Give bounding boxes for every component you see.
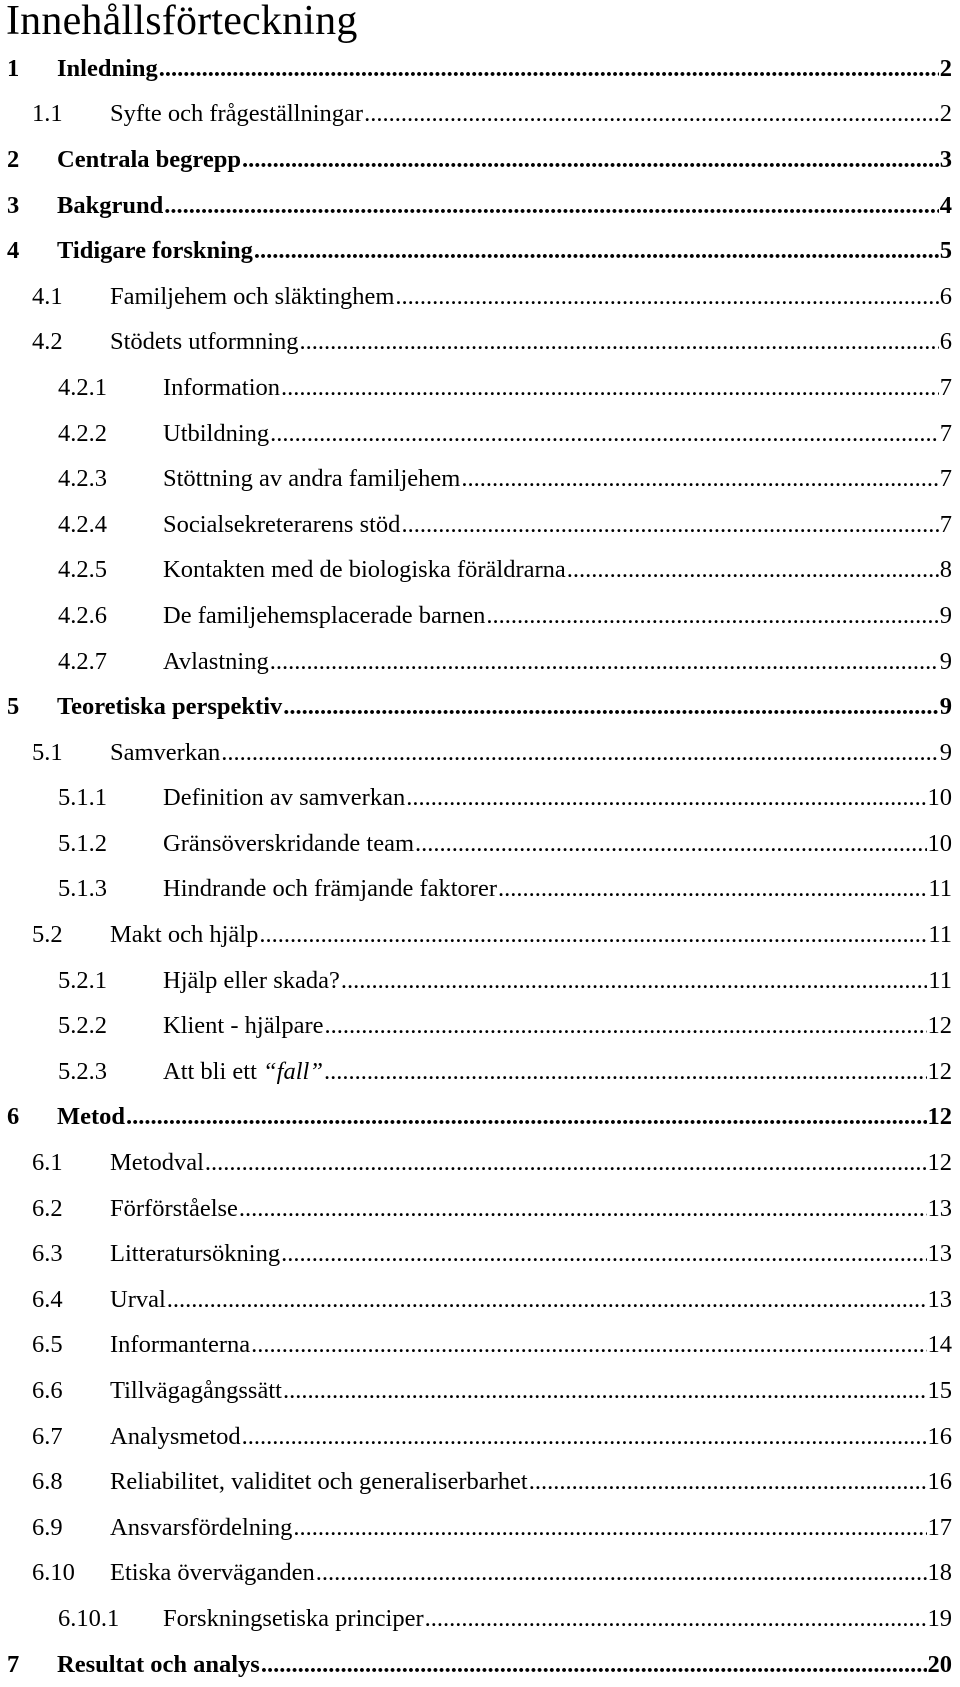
toc-entry-title: Makt och hjälp [110, 921, 259, 949]
toc-entry-number: 6.10 [32, 1559, 75, 1587]
toc-entry-title: Analysmetod [110, 1422, 241, 1450]
toc-dot-leader [316, 1559, 927, 1587]
toc-entry-body [110, 1149, 952, 1177]
toc-entry[interactable] [0, 1505, 960, 1551]
toc-dot-leader [529, 1468, 927, 1496]
toc-entry-number: 3 [7, 191, 20, 219]
toc-entry-title: Bakgrund [57, 191, 164, 219]
toc-entry-body [110, 1559, 952, 1587]
toc-dot-leader [261, 1651, 927, 1679]
toc-entry-page-number: 13 [927, 1194, 952, 1222]
toc-dot-leader [401, 511, 938, 539]
toc-entry-number: 5.1.3 [58, 875, 107, 903]
toc-entry-page-number: 11 [928, 966, 952, 994]
toc-entry-title: De familjehemsplacerade barnen [163, 601, 486, 629]
toc-dot-leader [461, 465, 938, 493]
toc-dot-leader [254, 237, 939, 265]
toc-entry-body [163, 420, 952, 448]
toc-entry-body [110, 739, 952, 767]
toc-dot-leader [283, 1377, 927, 1405]
toc-entry-number: 6.5 [32, 1331, 63, 1359]
toc-entry-body [110, 1286, 952, 1314]
toc-entry-title: Samverkan [110, 738, 221, 766]
toc-entry[interactable] [0, 867, 960, 913]
toc-entry-title: Klient - hjälpare [163, 1012, 324, 1040]
toc-entry-number: 1 [7, 54, 20, 82]
toc-dot-leader [242, 146, 939, 174]
toc-entry-title: Centrala begrepp [57, 145, 241, 173]
toc-dot-leader [167, 1286, 927, 1314]
toc-dot-leader [324, 1058, 927, 1086]
toc-entry[interactable] [0, 1323, 960, 1369]
toc-dot-leader [300, 328, 939, 356]
toc-entry-number: 5.2.1 [58, 966, 107, 994]
toc-entry-body [163, 556, 952, 584]
toc-entry-title: Etiska överväganden [110, 1559, 315, 1587]
toc-entry[interactable] [0, 183, 960, 229]
toc-entry-body [110, 1377, 952, 1405]
toc-entry-page-number: 10 [927, 829, 952, 857]
toc-dot-leader [251, 1331, 926, 1359]
toc-entry[interactable] [0, 639, 960, 685]
toc-entry-body [57, 192, 952, 220]
toc-entry[interactable] [0, 1049, 960, 1095]
toc-entry-title: Hindrande och främjande faktorer [163, 875, 497, 903]
toc-entry-page-number: 4 [939, 191, 952, 219]
toc-dot-leader [567, 556, 939, 584]
toc-entry-title: Gränsöverskridande team [163, 829, 415, 857]
toc-entry-body [110, 1514, 952, 1542]
toc-dot-leader [406, 784, 926, 812]
toc-dot-leader [164, 192, 939, 220]
toc-dot-leader [159, 55, 939, 83]
toc-entry-number: 2 [7, 145, 20, 173]
toc-dot-leader [281, 374, 939, 402]
toc-entry[interactable] [0, 1596, 960, 1642]
toc-entry[interactable] [0, 274, 960, 320]
toc-dot-leader [283, 693, 938, 721]
toc-entry-page-number: 16 [927, 1468, 952, 1496]
toc-entry[interactable] [0, 684, 960, 730]
toc-entry[interactable] [0, 1459, 960, 1505]
toc-entry-page-number: 16 [927, 1422, 952, 1450]
toc-entry-body [163, 511, 952, 539]
toc-entry-body [110, 328, 952, 356]
toc-entry-page-number: 8 [939, 556, 952, 584]
toc-entry-title: Forskningsetiska principer [163, 1604, 424, 1632]
toc-entry-page-number: 11 [928, 875, 952, 903]
toc-entry[interactable] [0, 1231, 960, 1277]
toc-entry-number: 4.2.4 [58, 510, 107, 538]
toc-entry[interactable] [0, 228, 960, 274]
toc-entry-page-number: 18 [927, 1559, 952, 1587]
toc-entry-title: Att bli ett “fall” [163, 1057, 323, 1085]
toc-entry-page-number: 9 [939, 738, 952, 766]
toc-entry-number: 6.8 [32, 1468, 63, 1496]
toc-entry-title: Teoretiska perspektiv [57, 693, 283, 721]
toc-entry-page-number: 7 [939, 373, 952, 401]
toc-entry-page-number: 7 [939, 419, 952, 447]
toc-entry[interactable] [0, 1095, 960, 1141]
toc-entry-body [110, 1331, 952, 1359]
toc-entry-page-number: 9 [939, 601, 952, 629]
toc-entry-page-number: 2 [939, 54, 952, 82]
toc-entry-body [163, 602, 952, 630]
toc-entry-title: Metod [57, 1103, 126, 1131]
toc-entry-number: 4.1 [32, 282, 63, 310]
toc-entry[interactable] [0, 730, 960, 776]
toc-dot-leader [325, 1012, 927, 1040]
toc-entry[interactable] [0, 958, 960, 1004]
toc-entry-body [163, 465, 952, 493]
toc-entry[interactable] [0, 1140, 960, 1186]
toc-dot-leader [239, 1195, 927, 1223]
toc-entry-page-number: 15 [927, 1377, 952, 1405]
toc-entry-body [163, 1605, 952, 1633]
toc-entry[interactable] [0, 137, 960, 183]
toc-entry-body [163, 875, 952, 903]
table-of-contents [0, 46, 960, 1687]
toc-entry[interactable] [0, 411, 960, 457]
toc-entry-page-number: 20 [927, 1650, 952, 1678]
toc-entry-title: Urval [110, 1285, 166, 1313]
toc-entry-page-number: 11 [928, 921, 952, 949]
toc-entry[interactable] [0, 1186, 960, 1232]
toc-entry-number: 1.1 [32, 100, 63, 128]
toc-entry-number: 6.6 [32, 1377, 63, 1405]
toc-entry[interactable] [0, 365, 960, 411]
toc-entry-number: 4 [7, 237, 20, 265]
toc-entry-title: Familjehem och släktinghem [110, 282, 395, 310]
toc-entry-body [110, 100, 952, 128]
toc-entry-body [57, 1103, 952, 1131]
toc-entry[interactable] [0, 456, 960, 502]
toc-entry-number: 6.9 [32, 1513, 63, 1541]
toc-entry-page-number: 17 [927, 1513, 952, 1541]
toc-entry[interactable] [0, 92, 960, 138]
toc-entry-title: Socialsekreterarens stöd [163, 510, 401, 538]
toc-entry-body [110, 283, 952, 311]
toc-entry-number: 4.2.7 [58, 647, 107, 675]
toc-entry-page-number: 6 [939, 328, 952, 356]
toc-entry-title: Stödets utformning [110, 328, 299, 356]
toc-entry-number: 6.3 [32, 1240, 63, 1268]
toc-entry-title: Inledning [57, 54, 158, 82]
toc-entry[interactable] [0, 1551, 960, 1597]
toc-entry-title: Stöttning av andra familjehem [163, 465, 461, 493]
toc-entry-title: Information [163, 373, 281, 401]
toc-entry-body [57, 693, 952, 721]
toc-dot-leader [364, 100, 939, 128]
toc-entry-number: 6.2 [32, 1194, 63, 1222]
toc-entry-page-number: 7 [939, 510, 952, 538]
toc-entry-number: 6.7 [32, 1422, 63, 1450]
toc-entry[interactable] [0, 1368, 960, 1414]
toc-entry[interactable] [0, 46, 960, 92]
toc-entry-body [163, 648, 952, 676]
toc-entry-number: 6.1 [32, 1149, 63, 1177]
toc-entry-page-number: 12 [927, 1057, 952, 1085]
toc-entry-title: Litteratursökning [110, 1240, 281, 1268]
toc-entry-page-number: 7 [939, 465, 952, 493]
toc-entry-body [163, 374, 952, 402]
toc-entry-body [110, 1195, 952, 1223]
toc-entry-number: 5.2.3 [58, 1057, 107, 1085]
toc-entry-page-number: 10 [927, 784, 952, 812]
toc-entry[interactable] [0, 502, 960, 548]
toc-entry-number: 4.2.5 [58, 556, 107, 584]
toc-entry-page-number: 12 [927, 1103, 952, 1131]
toc-entry-number: 5 [7, 693, 20, 721]
toc-entry-title: Kontakten med de biologiska föräldrarna [163, 556, 566, 584]
toc-entry-title: Resultat och analys [57, 1650, 260, 1678]
toc-entry[interactable] [0, 548, 960, 594]
toc-dot-leader [486, 602, 938, 630]
toc-dot-leader [281, 1240, 926, 1268]
toc-dot-leader [221, 739, 939, 767]
toc-entry-body [57, 146, 952, 174]
toc-entry-body [57, 237, 952, 265]
toc-entry[interactable] [0, 912, 960, 958]
toc-entry-page-number: 19 [927, 1604, 952, 1632]
toc-entry-body [163, 830, 952, 858]
toc-entry-page-number: 9 [939, 647, 952, 675]
toc-entry-number: 6.4 [32, 1285, 63, 1313]
toc-entry-body [163, 967, 952, 995]
toc-dot-leader [425, 1605, 927, 1633]
toc-entry[interactable] [0, 776, 960, 822]
toc-entry-number: 6.10.1 [58, 1604, 120, 1632]
toc-entry-body [110, 921, 952, 949]
toc-entry-body [163, 1058, 952, 1086]
toc-entry-title: Ansvarsfördelning [110, 1513, 293, 1541]
toc-entry-number: 4.2.6 [58, 601, 107, 629]
toc-entry-body [57, 1651, 952, 1679]
toc-entry-title: Hjälp eller skada? [163, 966, 340, 994]
toc-entry-page-number: 13 [927, 1285, 952, 1313]
toc-entry-number: 5.1 [32, 738, 63, 766]
toc-entry[interactable] [0, 1003, 960, 1049]
toc-entry-page-number: 2 [939, 100, 952, 128]
toc-heading: Innehållsförteckning [6, 0, 358, 44]
toc-entry-title: Tidigare forskning [57, 237, 253, 265]
toc-entry-page-number: 14 [927, 1331, 952, 1359]
toc-entry-page-number: 12 [927, 1012, 952, 1040]
toc-entry-body [163, 784, 952, 812]
toc-dot-leader [205, 1149, 927, 1177]
toc-entry-title: Metodval [110, 1149, 204, 1177]
toc-entry-page-number: 3 [939, 145, 952, 173]
toc-entry-body [57, 55, 952, 83]
toc-dot-leader [259, 921, 927, 949]
toc-entry-number: 5.2 [32, 921, 63, 949]
toc-entry-title: Avlastning [163, 647, 269, 675]
toc-dot-leader [293, 1514, 926, 1542]
toc-dot-leader [498, 875, 927, 903]
toc-dot-leader [270, 420, 939, 448]
toc-entry-number: 4.2.3 [58, 465, 107, 493]
toc-entry[interactable] [0, 821, 960, 867]
toc-entry[interactable] [0, 1277, 960, 1323]
toc-entry-title: Informanterna [110, 1331, 251, 1359]
toc-entry-page-number: 13 [927, 1240, 952, 1268]
toc-entry-body [110, 1423, 952, 1451]
toc-dot-leader [126, 1103, 926, 1131]
toc-dot-leader [341, 967, 928, 995]
toc-dot-leader [270, 648, 939, 676]
toc-entry-title: Tillvägagångssätt [110, 1377, 282, 1405]
toc-entry-number: 4.2.2 [58, 419, 107, 447]
toc-entry-title: Reliabilitet, validitet och generaliserbarhet [110, 1468, 528, 1496]
toc-entry-number: 4.2.1 [58, 373, 107, 401]
toc-entry[interactable] [0, 593, 960, 639]
toc-entry-body [110, 1240, 952, 1268]
toc-dot-leader [395, 283, 938, 311]
toc-entry-title: Förförståelse [110, 1194, 238, 1222]
toc-entry-number: 5.1.1 [58, 784, 107, 812]
toc-entry-title: Syfte och frågeställningar [110, 100, 364, 128]
toc-entry-number: 5.2.2 [58, 1012, 107, 1040]
toc-entry-page-number: 9 [939, 693, 952, 721]
toc-entry[interactable] [0, 320, 960, 366]
toc-entry[interactable] [0, 1414, 960, 1460]
toc-entry-page-number: 5 [939, 237, 952, 265]
toc-dot-leader [242, 1423, 927, 1451]
toc-entry-page-number: 12 [927, 1149, 952, 1177]
toc-entry-page-number: 6 [939, 282, 952, 310]
toc-entry[interactable] [0, 1642, 960, 1687]
toc-entry-number: 4.2 [32, 328, 63, 356]
toc-entry-body [110, 1468, 952, 1496]
toc-entry-number: 5.1.2 [58, 829, 107, 857]
toc-entry-number: 6 [7, 1103, 20, 1131]
toc-entry-number: 7 [7, 1650, 20, 1678]
toc-entry-body [163, 1012, 952, 1040]
toc-entry-title-italic: “fall” [263, 1057, 323, 1085]
toc-entry-title: Utbildning [163, 419, 270, 447]
toc-dot-leader [415, 830, 926, 858]
toc-entry-title: Definition av samverkan [163, 784, 406, 812]
